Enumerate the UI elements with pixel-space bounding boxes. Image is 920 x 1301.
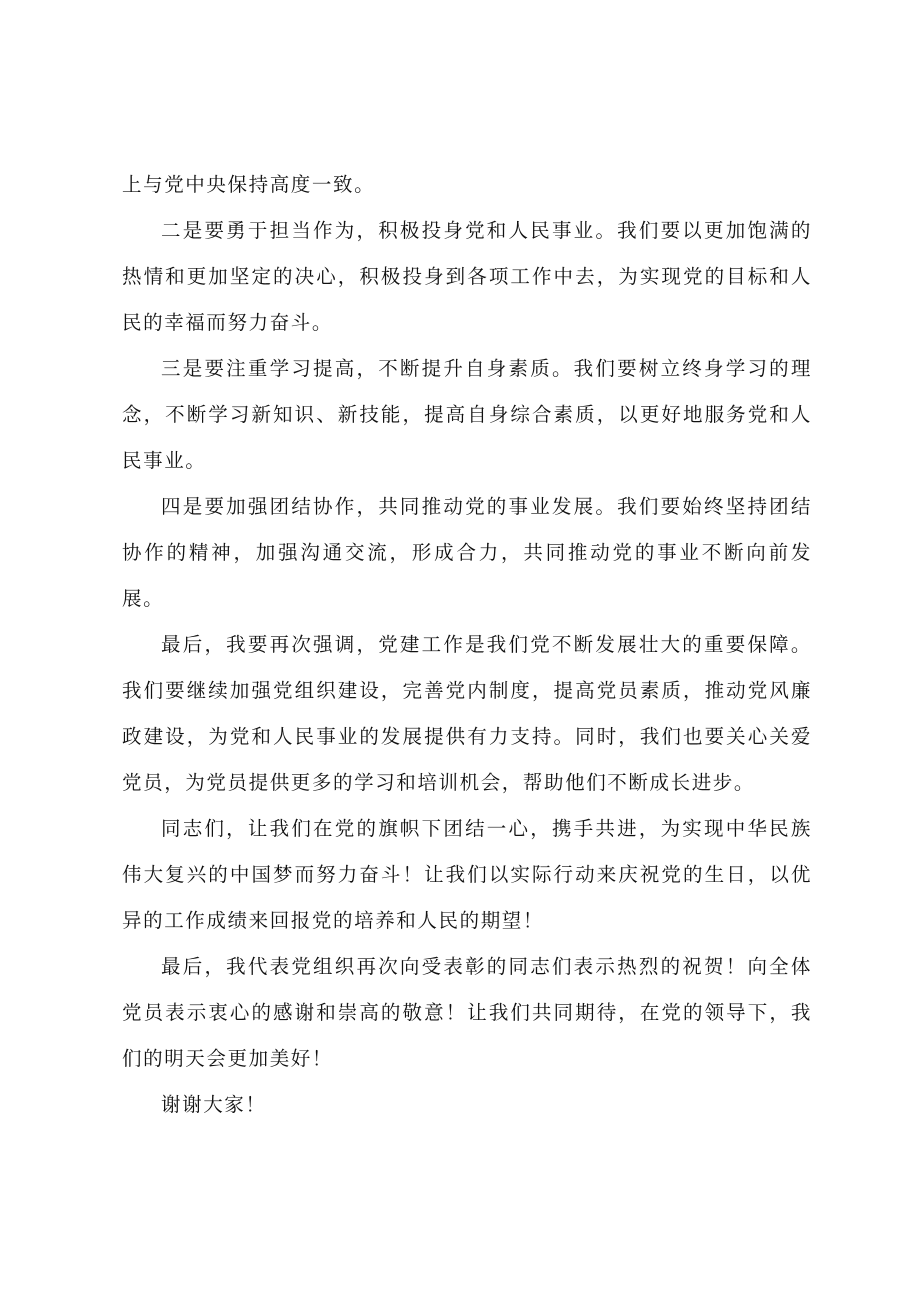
paragraph-closing: 谢谢大家！ [161,1093,267,1116]
paragraph-point-three: 三是要注重学习提高，不断提升自身素质。我们要树立终身学习的理念，不断学习新知识、新技能，提高自身综合素质，以更好地服务党和人民事业。 [122,357,812,472]
paragraph-point-two: 二是要勇于担当作为，积极投身党和人民事业。我们要以更加饱满的热情和更加坚定的决心，积极投身到各项工作中去，为实现党的目标和人民的幸福而努力奋斗。 [122,219,812,334]
paragraph-point-four: 四是要加强团结协作，共同推动党的事业发展。我们要始终坚持团结协作的精神，加强沟通交流，形成合力，共同推动党的事业不断向前发展。 [122,495,812,610]
paragraph-continuation: 上与党中央保持高度一致。 [122,173,376,196]
document-body [122,162,812,1128]
paragraph-congratulations: 最后，我代表党组织再次向受表彰的同志们表示热烈的祝贺！向全体党员表示衷心的感谢和崇高的敬意！让我们共同期待，在党的领导下，我们的明天会更加美好！ [122,955,812,1070]
paragraph-call-to-action: 同志们，让我们在党的旗帜下团结一心，携手共进，为实现中华民族伟大复兴的中国梦而努力奋斗！让我们以实际行动来庆祝党的生日，以优异的工作成绩来回报党的培养和人民的期望！ [122,817,812,932]
paragraph-emphasis: 最后，我要再次强调，党建工作是我们党不断发展壮大的重要保障。我们要继续加强党组织建设，完善党内制度，提高党员素质，推动党风廉政建设，为党和人民事业的发展提供有力支持。同时，我们也要关心关爱党员，为党员提供更多的学习和培训机会，帮助他们不断成长进步。 [122,633,812,794]
